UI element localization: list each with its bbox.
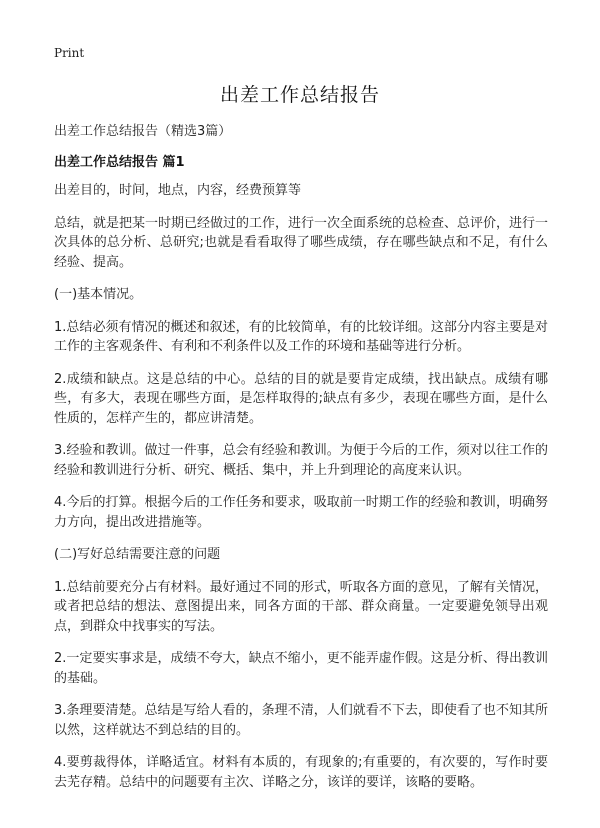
paragraph-issues-heading: (二)写好总结需要注意的问题 (54, 547, 221, 562)
document-title: 出差工作总结报告 (219, 84, 380, 106)
print-label: Print (54, 46, 85, 60)
paragraph-issue-4: 4.要剪裁得体，详略适宜。材料有本质的，有现象的;有重要的，有次要的，写作时要去芜存精。总结中的问题要有主次、详略之分，该详的要详，该略的要略。 (54, 755, 548, 790)
paragraph-basic-heading: (一)基本情况。 (54, 287, 143, 302)
paragraph-item-4: 4.今后的打算。根据今后的工作任务和要求，吸取前一时期工作的经验和教训，明确努力方向，提出改进措施等。 (54, 495, 548, 530)
section-heading: 出差工作总结报告 篇1 (54, 155, 185, 170)
paragraph-item-2: 2.成绩和缺点。这是总结的中心。总结的目的就是要肯定成绩，找出缺点。成绩有哪些，有多大，表现在哪些方面，是怎样取得的;缺点有多少，表现在哪些方面，是什么性质的，怎样产生的，都应讲清楚。 (54, 371, 548, 426)
paragraph-purpose: 出差目的，时间，地点，内容，经费预算等 (54, 183, 302, 198)
paragraph-issue-2: 2.一定要实事求是，成绩不夸大，缺点不缩小，更不能弄虚作假。这是分析、得出教训的基础。 (54, 651, 548, 686)
document-body (54, 181, 548, 805)
paragraph-item-1: 1.总结必须有情况的概述和叙述，有的比较简单，有的比较详细。这部分内容主要是对工作的主客观条件、有利和不利条件以及工作的环境和基础等进行分析。 (54, 319, 548, 354)
paragraph-issue-1: 1.总结前要充分占有材料。最好通过不同的形式，听取各方面的意见，了解有关情况，或者把总结的想法、意图提出来，同各方面的干部、群众商量。一定要避免领导出观点，到群众中找事实的写法。 (54, 579, 548, 634)
document-subtitle: 出差工作总结报告（精选3篇） (54, 124, 232, 139)
paragraph-item-3: 3.经验和教训。做过一件事，总会有经验和教训。为便于今后的工作，须对以往工作的经验和教训进行分析、研究、概括、集中，并上升到理论的高度来认识。 (54, 443, 548, 478)
paragraph-definition: 总结，就是把某一时期已经做过的工作，进行一次全面系统的总检查、总评价，进行一次具体的总分析、总研究;也就是看看取得了哪些成绩，存在哪些缺点和不足，有什么经验、提高。 (54, 215, 549, 270)
paragraph-issue-3: 3.条理要清楚。总结是写给人看的，条理不清，人们就看不下去，即使看了也不知其所以然，这样就达不到总结的目的。 (54, 703, 548, 738)
